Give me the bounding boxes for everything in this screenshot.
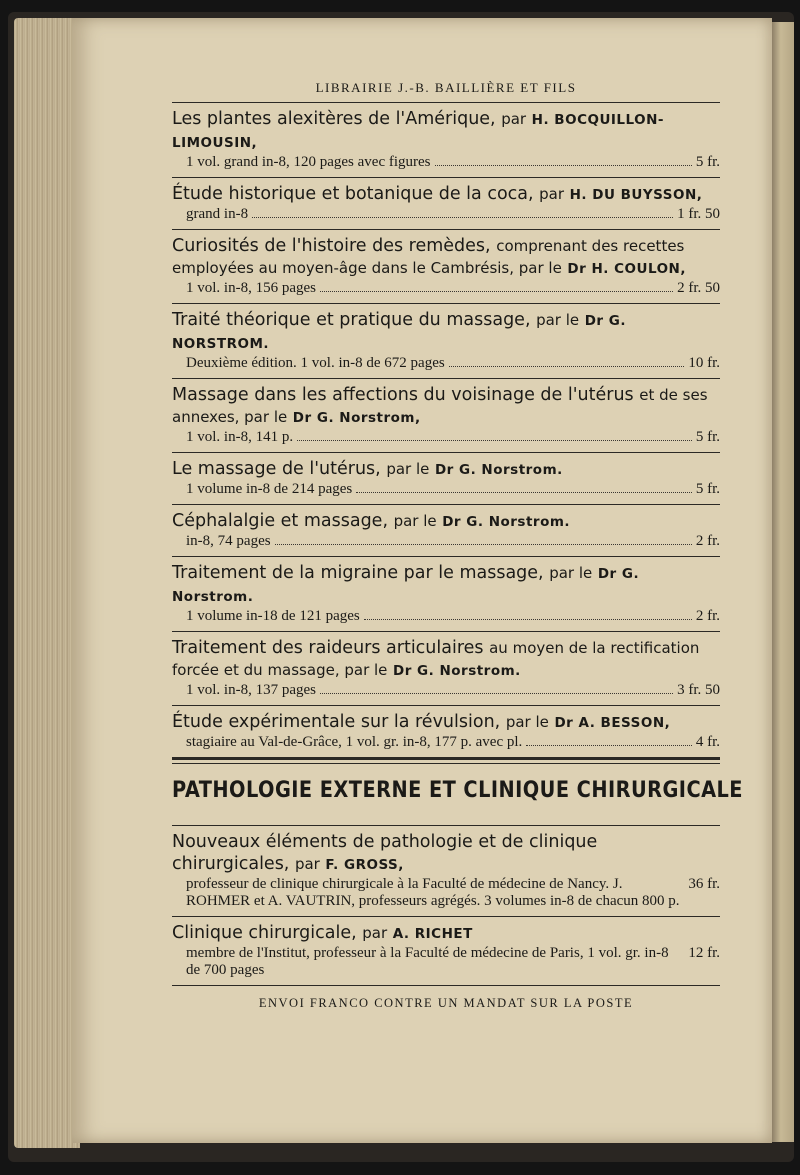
entry-description: 1 vol. in-8, 156 pages	[186, 280, 316, 296]
entry-price: 5 fr.	[695, 154, 720, 170]
entry-author: Dr G. Norstrom.	[442, 514, 571, 530]
entry-title: Étude historique et botanique de la coca,	[172, 184, 534, 204]
entry-by: et de ses annexes, par le	[172, 386, 708, 426]
section-title: PATHOLOGIE EXTERNE ET CLINIQUE CHIRURGICALE	[172, 778, 743, 803]
entry-by: par le	[549, 564, 593, 582]
leader-dots	[449, 366, 685, 367]
catalog-entry	[172, 917, 720, 985]
leader-dots	[356, 492, 692, 493]
leader-dots	[275, 544, 692, 545]
page-content	[172, 18, 743, 1011]
catalog-entry	[172, 706, 720, 757]
entry-author: Dr H. COULON,	[567, 261, 686, 277]
double-rule	[172, 758, 720, 764]
entry-description: Deuxième édition. 1 vol. in-8 de 672 pages	[186, 355, 445, 371]
entry-description: in-8, 74 pages	[186, 533, 271, 549]
entry-author: Dr G. Norstrom.	[392, 663, 521, 679]
leader-dots	[297, 440, 692, 441]
catalog-entry	[172, 178, 720, 229]
entry-author: H. DU BUYSSON,	[569, 187, 703, 203]
entry-description: 1 volume in-18 de 121 pages	[186, 608, 360, 624]
catalog-entry	[172, 632, 720, 705]
entry-description: 1 volume in-8 de 214 pages	[186, 481, 353, 497]
catalog-entry	[172, 505, 720, 556]
leader-dots	[320, 291, 673, 292]
entry-title: Céphalalgie et massage,	[172, 511, 389, 531]
catalog-entry	[172, 557, 720, 631]
entry-price: 12 fr.	[688, 945, 720, 961]
entry-price: 2 fr.	[695, 608, 720, 624]
entry-description: stagiaire au Val-de-Grâce, 1 vol. gr. in-8, 177 p. avec pl.	[186, 734, 523, 750]
entry-by: par le	[393, 512, 437, 530]
entry-title: Curiosités de l'histoire des remèdes,	[172, 236, 491, 256]
catalog-entry	[172, 103, 720, 177]
leader-dots	[526, 745, 692, 746]
entry-author: Dr G. Norstrom,	[292, 410, 421, 426]
entry-by: par le	[536, 311, 580, 329]
catalog-entry	[172, 304, 720, 378]
leader-dots	[364, 619, 692, 620]
catalog-list	[172, 103, 720, 758]
entry-by: par	[362, 924, 388, 942]
entry-title: Les plantes alexitères de l'Amérique,	[172, 109, 496, 129]
rule	[172, 985, 720, 986]
entry-by: par	[501, 110, 527, 128]
entry-author: A. RICHET	[392, 926, 473, 942]
catalog-entry	[172, 453, 720, 504]
entry-title: Le massage de l'utérus,	[172, 459, 381, 479]
entry-price: 2 fr. 50	[677, 280, 720, 296]
catalog-entry	[172, 379, 720, 452]
entry-price: 5 fr.	[695, 429, 720, 445]
catalog-list-surgery	[172, 826, 720, 986]
entry-by: par	[539, 185, 565, 203]
entry-description: membre de l'Institut, professeur à la Faculté de médecine de Paris, 1 vol. gr. in-8 de 700 pages	[186, 945, 669, 978]
entry-description: 1 vol. in-8, 137 pages	[186, 682, 316, 698]
leader-dots	[435, 165, 692, 166]
entry-by: par le	[386, 460, 430, 478]
entry-author: H. BOCQUILLON-LIMOUSIN,	[172, 112, 665, 151]
entry-price: 1 fr. 50	[677, 206, 720, 222]
entry-price: 4 fr.	[695, 734, 720, 750]
entry-price: 2 fr.	[695, 533, 720, 549]
next-page-edge	[772, 22, 794, 1142]
page-edges	[14, 18, 80, 1148]
catalog-entry	[172, 230, 720, 303]
entry-title: Traitement de la migraine par le massage,	[172, 563, 544, 583]
entry-author: Dr G. Norstrom.	[434, 462, 563, 478]
entry-title: Traité théorique et pratique du massage,	[172, 310, 531, 330]
entry-by: par le	[505, 713, 549, 731]
entry-title: Nouveaux éléments de pathologie et de clinique chirurgicales,	[172, 832, 598, 874]
entry-author: F. GROSS,	[325, 857, 404, 873]
entry-author: Dr G. NORSTROM.	[172, 313, 626, 352]
footer-note: ENVOI FRANCO CONTRE UN MANDAT SUR LA POSTE	[258, 996, 634, 1010]
catalog-entry	[172, 826, 720, 916]
entry-title: Massage dans les affections du voisinage de l'utérus	[172, 385, 634, 405]
entry-by: comprenant des recettes employées au moyen-âge dans le Cambrésis, par le	[172, 237, 685, 277]
entry-description: grand in-8	[186, 206, 249, 222]
leader-dots	[320, 693, 673, 694]
entry-title: Traitement des raideurs articulaires	[172, 638, 484, 658]
page	[72, 18, 772, 1143]
entry-price: 10 fr.	[688, 355, 720, 371]
entry-description: professeur de clinique chirurgicale à la Faculté de médecine de Nancy. J. ROHMER et A. VAUTRIN, professeurs agrégés. 3 volumes in-8 de chacun 800 p.	[186, 876, 680, 909]
entry-description: 1 vol. in-8, 141 p.	[186, 429, 294, 445]
entry-author: Dr G. Norstrom.	[172, 566, 640, 605]
entry-author: Dr A. BESSON,	[554, 715, 671, 731]
entry-title: Étude expérimentale sur la révulsion,	[172, 712, 501, 732]
entry-price: 3 fr. 50	[677, 682, 720, 698]
leader-dots	[252, 217, 673, 218]
entry-by: au moyen de la rectification forcée et du massage, par le	[172, 639, 700, 679]
entry-title: Clinique chirurgicale,	[172, 923, 357, 943]
entry-by: par	[294, 855, 320, 873]
entry-price: 36 fr.	[688, 876, 720, 892]
running-header: LIBRAIRIE J.-B. BAILLIÈRE ET FILS	[315, 80, 577, 95]
entry-price: 5 fr.	[695, 481, 720, 497]
entry-description: 1 vol. grand in-8, 120 pages avec figures	[186, 154, 431, 170]
